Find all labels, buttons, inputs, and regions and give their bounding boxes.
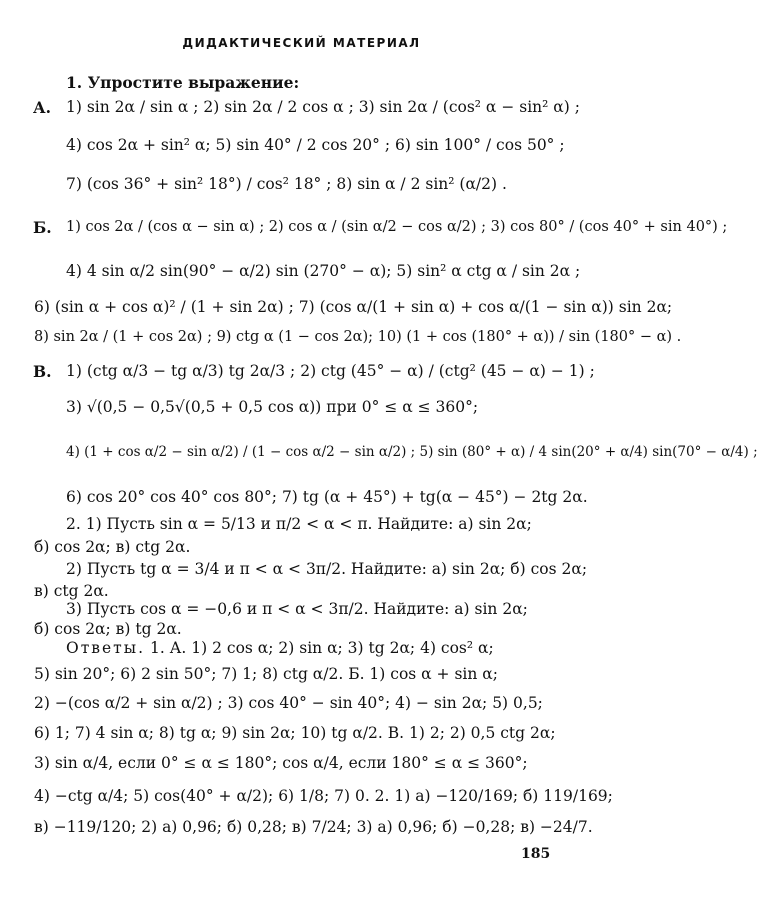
running-header: ДИДАКТИЧЕСКИЙ МАТЕРИАЛ (182, 36, 421, 50)
section-b-label: Б. (33, 218, 52, 237)
answers-line-2: 5) sin 20°; 6) 2 sin 50°; 7) 1; 8) ctg α/2. Б. 1) cos α + sin α; (34, 665, 498, 683)
exercise-a-line-3: 7) (cos 36° + sin² 18°) / cos² 18° ; 8) sin α / 2 sin² (α/2) . (66, 175, 507, 193)
answers-line-6: 4) −ctg α/4; 5) cos(40° + α/2); 6) 1/8; 7) 0. 2. 1) а) −120/169; б) 119/169; (34, 787, 613, 805)
task2-part1-line-2: б) cos 2α; в) ctg 2α. (34, 538, 191, 556)
answers-line-7: в) −119/120; 2) а) 0,96; б) 0,28; в) 7/24; 3) а) 0,96; б) −0,28; в) −24/7. (34, 818, 593, 836)
section-a-label: А. (33, 98, 52, 117)
exercise-v-line-1: 1) (ctg α/3 − tg α/3) tg 2α/3 ; 2) ctg (45° − α) / (ctg² (45 − α) − 1) ; (66, 362, 595, 380)
task2-part2-line-1: 2) Пусть tg α = 3/4 и π < α < 3π/2. Найдите: а) sin 2α; б) cos 2α; (66, 560, 588, 578)
exercise-v-line-2: 3) √(0,5 − 0,5√(0,5 + 0,5 cos α)) при 0° ≤ α ≤ 360°; (66, 398, 479, 416)
answers-title: Ответы. (66, 639, 146, 657)
task2-part3-line-1: 3) Пусть cos α = −0,6 и π < α < 3π/2. Найдите: а) sin 2α; (66, 600, 528, 618)
exercise-a-line-1: 1) sin 2α / sin α ; 2) sin 2α / 2 cos α ; 3) sin 2α / (cos² α − sin² α) ; (66, 98, 580, 116)
exercise-b-line-3: 6) (sin α + cos α)² / (1 + sin 2α) ; 7) (cos α/(1 + sin α) + cos α/(1 − sin α)) sin 2α; (34, 298, 673, 316)
answers-line-4: 6) 1; 7) 4 sin α; 8) tg α; 9) sin 2α; 10) tg α/2. В. 1) 2; 2) 0,5 ctg 2α; (34, 724, 556, 742)
task2-part2-line-2: в) ctg 2α. (34, 582, 109, 600)
exercise-v-line-4: 6) cos 20° cos 40° cos 80°; 7) tg (α + 45°) + tg(α − 45°) − 2tg 2α. (66, 488, 588, 506)
answers-line-3: 2) −(cos α/2 + sin α/2) ; 3) cos 40° − sin 40°; 4) − sin 2α; 5) 0,5; (34, 694, 543, 712)
task2-part1-line-1: 2. 1) Пусть sin α = 5/13 и π/2 < α < π. Найдите: а) sin 2α; (66, 515, 532, 533)
answers-line-1 (66, 639, 669, 658)
exercise-b-line-4: 8) sin 2α / (1 + cos 2α) ; 9) ctg α (1 − cos 2α); 10) (1 + cos (180° + α)) / sin (180° − α) . (34, 329, 682, 345)
exercise-a-line-2: 4) cos 2α + sin² α; 5) sin 40° / 2 cos 20° ; 6) sin 100° / cos 50° ; (66, 136, 565, 154)
answers-line-5: 3) sin α/4, если 0° ≤ α ≤ 180°; cos α/4, если 180° ≤ α ≤ 360°; (34, 754, 528, 772)
task1-heading: 1. Упростите выражение: (66, 73, 300, 92)
section-v-label: В. (33, 362, 52, 381)
exercise-v-line-3: 4) (1 + cos α/2 − sin α/2) / (1 − cos α/2 − sin α/2) ; 5) sin (80° + α) / 4 sin(20° + α/4) sin(70° − α/4) ; (66, 444, 758, 460)
page-number: 185 (521, 846, 551, 862)
exercise-b-line-1: 1) cos 2α / (cos α − sin α) ; 2) cos α / (sin α/2 − cos α/2) ; 3) cos 80° / (cos 40° + sin 40°) ; (66, 219, 728, 235)
task2-part3-line-2: б) cos 2α; в) tg 2α. (34, 620, 182, 638)
exercise-b-line-2: 4) 4 sin α/2 sin(90° − α/2) sin (270° − α); 5) sin² α ctg α / sin 2α ; (66, 262, 581, 280)
answers-line-1-text: 1. А. 1) 2 cos α; 2) sin α; 3) tg 2α; 4) cos² α; (149, 639, 494, 657)
